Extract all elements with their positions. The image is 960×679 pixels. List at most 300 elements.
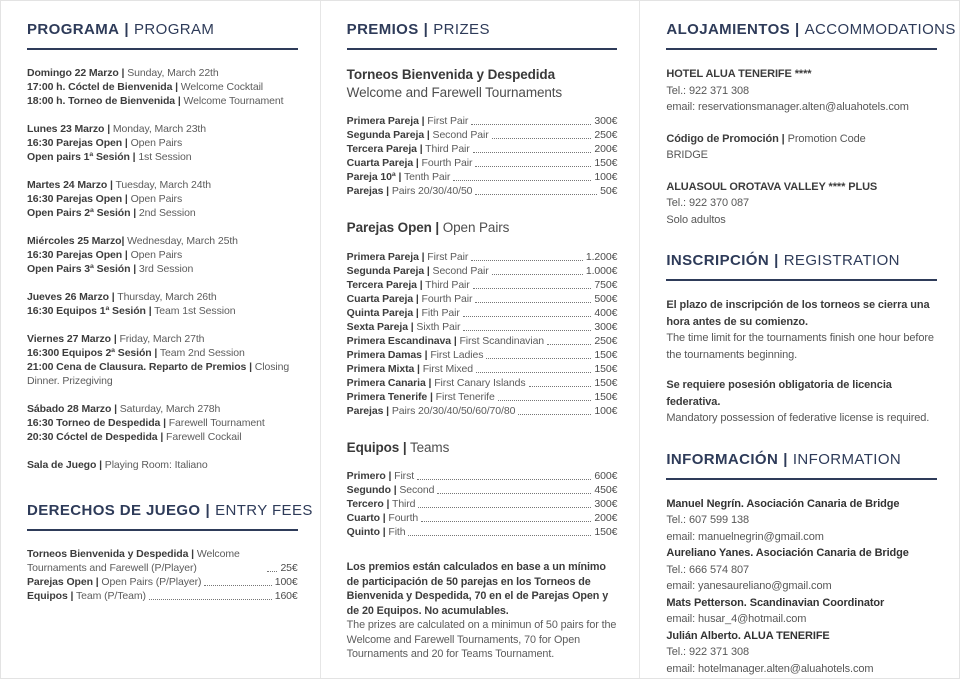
prize-amount: 400€ <box>594 306 618 319</box>
fee-label-en: Welcome Tournaments and Farewell (P/Player) <box>27 548 240 574</box>
schedule-line-es: Domingo 22 Marzo | <box>27 67 125 79</box>
prize-row <box>347 390 618 404</box>
program-day-group <box>27 178 298 220</box>
schedule-line <box>27 178 298 192</box>
prize-row <box>347 250 618 264</box>
prize-label-en: Third Pair <box>422 278 470 291</box>
prize-row <box>347 306 618 320</box>
fee-label <box>27 575 201 589</box>
registration-paragraph <box>666 297 937 330</box>
fee-label-es: Parejas Open | <box>27 576 99 588</box>
prize-amount: 750€ <box>594 278 618 291</box>
dot-leader <box>547 344 591 345</box>
hotel-line-text: Solo adultos <box>666 213 726 226</box>
program-day-group <box>27 290 298 318</box>
schedule-line-es: Lunes 23 Marzo | <box>27 123 111 135</box>
contact-name: Mats Petterson. Scandinavian Coordinator <box>666 596 885 609</box>
heading-separator: | <box>205 502 211 519</box>
prize-row <box>347 320 618 334</box>
prize-amount: 100€ <box>594 171 618 183</box>
prize-row <box>347 525 618 539</box>
contact-detail: email: hotelmanager.alten@aluahotels.com <box>666 662 874 675</box>
prize-section-title <box>347 66 618 101</box>
hotel-line-bold: ALUASOUL OROTAVA VALLEY **** PLUS <box>666 180 878 193</box>
prize-label <box>347 292 473 306</box>
dot-leader <box>471 124 591 125</box>
hotel-line <box>666 212 937 229</box>
prize-label-en: Fith <box>385 526 406 538</box>
prize-row <box>347 292 618 306</box>
prize-row <box>347 184 618 198</box>
schedule-line-en: Welcome Tournament <box>180 95 284 107</box>
prize-label <box>347 334 544 348</box>
contact-detail: email: husar_4@hotmail.com <box>666 613 807 625</box>
prize-row <box>347 142 618 156</box>
schedule-line-en: Playing Room: Italiano <box>101 459 208 471</box>
promo-line <box>666 131 937 148</box>
prize-label <box>347 348 484 362</box>
prize-label-es: Primera Pareja | <box>346 115 425 127</box>
prize-section-title-line <box>347 66 618 84</box>
schedule-line <box>27 80 298 94</box>
schedule-line-en: Closing Dinner. Prizegiving <box>27 361 290 387</box>
heading-separator: | <box>795 21 800 38</box>
promo-line-bold: Código de Promoción | <box>666 132 785 145</box>
schedule-line-es: 18:00 h. Torneo de Bienvenida | <box>27 95 181 107</box>
contact-detail: email: manuelnegrin@gmail.com <box>666 530 824 543</box>
prize-section-title-line <box>347 219 618 237</box>
prize-label <box>347 278 470 292</box>
prize-label-es: Tercero | <box>346 498 390 510</box>
program-day-group <box>27 402 298 444</box>
schedule-line-es: Open pairs 1ª Sesión | <box>27 151 136 163</box>
prize-label-es: Segundo | <box>346 484 397 496</box>
prize-label-es: Parejas | <box>346 185 389 197</box>
prize-label-es: Primera Canaria | <box>346 376 432 389</box>
contact-line <box>666 545 937 562</box>
prize-row <box>347 497 618 511</box>
fee-row <box>27 589 298 603</box>
information-heading-es: INFORMACIÓN <box>666 450 779 468</box>
prize-section-teams <box>347 439 618 540</box>
prize-amount: 250€ <box>594 129 618 141</box>
schedule-line-en: Team 2nd Session <box>157 347 245 359</box>
prize-label-en: First Mixed <box>419 362 473 375</box>
schedule-line <box>27 122 298 136</box>
fee-label-es: Equipos | <box>27 590 74 602</box>
dot-leader <box>486 358 591 359</box>
fee-row <box>27 547 298 575</box>
prize-label-es: Segunda Pareja | <box>346 264 430 277</box>
schedule-line-en: Saturday, March 278h <box>116 403 221 415</box>
prize-row <box>347 114 618 128</box>
schedule-line-es: 20:30 Cóctel de Despedida | <box>27 431 164 443</box>
prize-amount: 300€ <box>594 498 618 510</box>
fee-price: 25€ <box>280 562 298 574</box>
prize-row <box>347 511 618 525</box>
prize-label-es: Segunda Pareja | <box>346 129 430 141</box>
schedule-line-es: 16:30 Parejas Open | <box>27 137 128 149</box>
schedule-line-en: Open Pairs <box>127 137 183 149</box>
program-day-group <box>27 66 298 108</box>
hotel-line <box>666 83 937 100</box>
fee-label-en: Team (P/Team) <box>73 590 146 602</box>
schedule-line <box>27 360 298 388</box>
schedule-line <box>27 136 298 150</box>
dot-leader <box>475 166 591 167</box>
prize-amount: 1.200€ <box>585 250 618 263</box>
promo-line-text: BRIDGE <box>666 149 708 161</box>
schedule-line <box>27 94 298 108</box>
prize-row <box>347 156 618 170</box>
prize-label-en: First Ladies <box>427 348 484 361</box>
prize-label-en: Pairs 20/30/40/50/60/70/80 <box>389 404 516 417</box>
contact-detail: Tel.: 607 599 138 <box>666 514 750 526</box>
dot-leader <box>518 414 591 415</box>
schedule-line <box>27 304 298 318</box>
dot-leader <box>475 194 597 195</box>
schedule-line <box>27 332 298 346</box>
prize-amount: 150€ <box>594 348 618 361</box>
prize-amount: 150€ <box>594 390 618 403</box>
heading-separator: | <box>124 21 129 38</box>
schedule-line-en: 1st Session <box>135 151 192 163</box>
prize-label <box>347 404 516 418</box>
prize-label-es: Parejas | <box>346 404 389 417</box>
prize-label-es: Quinta Pareja | <box>346 306 419 319</box>
schedule-line-en: Tuesday, March 24th <box>112 179 212 191</box>
prize-label-es: Quinto | <box>346 526 386 538</box>
prize-rows <box>347 469 618 539</box>
prizes-note-es: Los premios están calculados en base a un mínimo de participación de 50 parejas en los Torneos de Bienvenida y Despedida, 70 en el de Parejas Open y de 20 Equipos. No acumulables. <box>346 561 609 617</box>
dot-leader <box>421 521 591 522</box>
contact-line <box>666 644 937 661</box>
column-program <box>1 1 320 678</box>
schedule-line-en: 2nd Session <box>136 207 196 219</box>
prize-label <box>347 390 495 404</box>
prize-amount: 450€ <box>594 484 618 496</box>
column-info <box>639 1 959 678</box>
hotel-line <box>666 66 937 83</box>
prize-amount: 150€ <box>594 376 618 389</box>
prize-label-en: First Tenerife <box>432 390 495 403</box>
schedule-line <box>27 248 298 262</box>
prize-row <box>347 278 618 292</box>
column-prizes <box>320 1 640 678</box>
prize-label <box>347 483 435 497</box>
schedule-line-en: Monday, March 23th <box>110 123 206 135</box>
prize-amount: 50€ <box>600 185 618 197</box>
schedule-line <box>27 206 298 220</box>
program-heading-en: PROGRAM <box>133 21 215 38</box>
dot-leader <box>471 260 583 261</box>
prize-row <box>347 170 618 184</box>
schedule-line-en: Farewell Tournament <box>165 417 265 429</box>
schedule-line-es: 16:30 Parejas Open | <box>27 249 128 261</box>
registration-deadline-block <box>666 297 937 363</box>
schedule-line-es: Jueves 26 Marzo | <box>27 291 115 303</box>
prize-label-en: First Canary Islands <box>431 376 526 389</box>
prize-row <box>347 469 618 483</box>
promo-code-block <box>666 131 937 164</box>
contact-line <box>666 562 937 579</box>
contact-name: Manuel Negrín. Asociación Canaria de Bridge <box>666 497 900 510</box>
prize-title-en: Open Pairs <box>439 220 510 235</box>
prize-label <box>347 376 526 390</box>
schedule-line-en: Open Pairs <box>127 193 183 205</box>
prize-title-es: Parejas Open | <box>346 220 440 235</box>
schedule-line-en: Thursday, March 26th <box>114 291 217 303</box>
prize-row <box>347 376 618 390</box>
prize-label-es: Primera Pareja | <box>346 250 425 263</box>
prize-amount: 500€ <box>594 292 618 305</box>
program-heading-es: PROGRAMA <box>27 21 120 38</box>
prize-amount: 1.000€ <box>585 264 618 277</box>
heading-separator: | <box>423 21 429 38</box>
prize-section-title-line <box>347 439 618 457</box>
hotel-line-text: Tel.: 922 371 308 <box>666 84 750 97</box>
information-heading-en: INFORMATION <box>792 450 902 468</box>
contact-detail: email: yanesaureliano@gmail.com <box>666 580 832 592</box>
registration-heading-es: INSCRIPCIÓN <box>666 252 770 269</box>
prize-amount: 200€ <box>594 143 618 155</box>
contacts-list <box>666 496 937 678</box>
prize-section-open-pairs <box>347 219 618 418</box>
prize-row <box>347 348 618 362</box>
prize-label-es: Primera Mixta | <box>346 362 420 375</box>
prize-section-welcome-farewell <box>347 66 618 198</box>
fees-rows <box>27 547 298 603</box>
prize-label-en: Pairs 20/30/40/50 <box>389 185 473 197</box>
prize-label-es: Primero | <box>346 470 392 482</box>
prize-label <box>347 511 418 525</box>
prize-label-en: Tenth Pair <box>401 171 451 183</box>
prize-label-es: Sexta Pareja | <box>346 320 414 333</box>
fee-label <box>27 547 264 575</box>
fees-heading-en: ENTRY FEES <box>215 502 313 519</box>
prize-label-es: Primera Escandinava | <box>346 334 457 347</box>
prize-label-en: First Pair <box>424 115 469 127</box>
prizes-heading-en: PRIZES <box>433 21 490 38</box>
prize-label-es: Cuarta Pareja | <box>346 292 419 305</box>
schedule-line-es: 17:00 h. Cóctel de Bienvenida | <box>27 81 178 93</box>
dot-leader <box>463 330 591 331</box>
hotel-block <box>666 179 937 229</box>
contact-detail: Tel.: 922 371 308 <box>666 646 750 658</box>
schedule-line-es: 16:30 Equipos 1ª Sesión | <box>27 305 152 317</box>
schedule-line-en: Team 1st Session <box>151 305 236 317</box>
prize-amount: 150€ <box>594 157 618 169</box>
prize-amount: 100€ <box>594 404 618 417</box>
prize-label <box>347 525 406 539</box>
prize-label-en: Sixth Pair <box>413 320 461 333</box>
prize-label <box>347 156 473 170</box>
prizes-heading-es: PREMIOS <box>346 21 419 38</box>
dot-leader <box>204 585 271 586</box>
contact-name: Julián Alberto. ALUA TENERIFE <box>666 629 830 642</box>
dot-leader <box>453 180 591 181</box>
prize-section-title <box>347 219 618 237</box>
fee-label-es: Torneos Bienvenida y Despedida | <box>27 548 195 560</box>
prize-amount: 250€ <box>594 334 618 347</box>
prize-title-en: Welcome and Farewell Tournaments <box>346 84 563 100</box>
prize-amount: 300€ <box>594 320 618 333</box>
fee-price: 160€ <box>274 590 298 602</box>
schedule-line <box>27 192 298 206</box>
promo-line <box>666 147 937 164</box>
schedule-line-es: Open Pairs 3ª Sesión | <box>27 263 137 275</box>
schedule-line-es: Sábado 28 Marzo | <box>27 403 117 415</box>
dot-leader <box>476 372 591 373</box>
dot-leader <box>437 493 591 494</box>
schedule-line <box>27 290 298 304</box>
fee-label-en: Open Pairs (P/Player) <box>98 576 202 588</box>
dot-leader <box>149 599 272 600</box>
dot-leader <box>473 152 592 153</box>
prize-row <box>347 404 618 418</box>
prize-label <box>347 184 473 198</box>
schedule-line <box>27 430 298 444</box>
dot-leader <box>475 302 591 303</box>
program-heading <box>27 21 298 50</box>
promo-line-text: Promotion Code <box>784 132 866 145</box>
prize-label <box>347 128 489 142</box>
contact-line <box>666 628 937 645</box>
schedule-line <box>27 150 298 164</box>
dot-leader <box>463 316 592 317</box>
contact-line <box>666 595 937 612</box>
prize-label-es: Cuarta Pareja | <box>346 157 419 169</box>
registration-text-es: Se requiere posesión obligatoria de licencia federativa. <box>666 379 892 408</box>
schedule-line-en: Welcome Cocktail <box>177 81 264 93</box>
program-day-group <box>27 234 298 276</box>
prize-section-title-line <box>347 84 618 102</box>
registration-paragraph <box>666 377 937 410</box>
dot-leader <box>492 138 592 139</box>
contact-line <box>666 661 937 678</box>
dot-leader <box>473 288 592 289</box>
schedule-line <box>27 234 298 248</box>
contact-line <box>666 578 937 595</box>
prize-label-en: Fith Pair <box>418 306 460 319</box>
prize-label-en: Second <box>396 484 435 496</box>
prize-label <box>347 469 414 483</box>
schedule-line-es: 16:30 Torneo de Despedida | <box>27 417 166 429</box>
schedule-line <box>27 346 298 360</box>
prize-label <box>347 264 489 278</box>
hotel-line <box>666 99 937 116</box>
program-day-group <box>27 332 298 388</box>
prize-label-es: Primera Tenerife | <box>346 390 433 403</box>
schedule-line-en: Sunday, March 22th <box>124 67 219 79</box>
schedule-line <box>27 416 298 430</box>
registration-text-en: Mandatory possession of federative license is required. <box>666 412 930 424</box>
prize-label-en: Second Pair <box>429 264 489 277</box>
registration-paragraph <box>666 330 937 363</box>
prize-label-es: Cuarto | <box>346 512 386 524</box>
schedule-line-en: Wednesday, March 25th <box>124 235 238 247</box>
prize-label <box>347 250 469 264</box>
prize-title-es: Equipos | <box>346 439 407 455</box>
registration-heading <box>666 252 937 281</box>
schedule-line-es: Miércoles 25 Marzo| <box>27 235 125 247</box>
registration-paragraph <box>666 410 937 427</box>
prize-label <box>347 497 416 511</box>
schedule-line-es: Sala de Juego | <box>27 459 102 471</box>
hotel-line <box>666 179 937 196</box>
prize-label-en: Fourth Pair <box>418 157 473 169</box>
prize-label-en: First Scandinavian <box>456 334 545 347</box>
prize-label-es: Tercera Pareja | <box>346 143 423 155</box>
schedule-line-en: Open Pairs <box>127 249 183 261</box>
program-day-group <box>27 122 298 164</box>
prize-row <box>347 264 618 278</box>
prizes-note-en: The prizes are calculated on a minimun of 50 pairs for the Welcome and Farewell Tournaments, 70 for Open Tournaments and 20 for Teams Tournament. <box>346 619 617 660</box>
program-day-group <box>27 458 298 472</box>
schedule-line <box>27 402 298 416</box>
prize-label-es: Tercera Pareja | <box>346 278 423 291</box>
registration-text-en: The time limit for the tournaments finish one hour before the tournaments beginning. <box>666 332 934 361</box>
schedule-line-es: 16:300 Equipos 2ª Sesión | <box>27 347 158 359</box>
prize-amount: 600€ <box>594 470 618 482</box>
prize-label <box>347 142 470 156</box>
prize-row <box>347 128 618 142</box>
accommodations-heading-es: ALOJAMIENTOS <box>666 21 791 38</box>
prize-label-en: Third <box>389 498 416 510</box>
information-heading <box>666 451 937 480</box>
prize-label-en: First <box>391 470 415 482</box>
dot-leader <box>417 479 591 480</box>
dot-leader <box>418 507 591 508</box>
accommodations-heading-en: ACCOMMODATIONS <box>804 21 956 38</box>
prize-amount: 150€ <box>594 526 618 538</box>
prize-title-en: Teams <box>406 439 450 455</box>
schedule-line-en: Farewell Cockail <box>163 431 242 443</box>
hotel-block <box>666 66 937 116</box>
schedule-line <box>27 66 298 80</box>
registration-license-block <box>666 377 937 427</box>
contact-name: Aureliano Yanes. Asociación Canaria de Bridge <box>666 547 909 559</box>
prize-row <box>347 334 618 348</box>
schedule-line-es: 16:30 Parejas Open | <box>27 193 128 205</box>
prizes-heading <box>347 21 618 50</box>
prize-label-en: Second Pair <box>429 129 489 141</box>
schedule-line <box>27 458 298 472</box>
dot-leader <box>492 274 583 275</box>
contact-line <box>666 512 937 529</box>
hotel-line <box>666 195 937 212</box>
prize-amount: 150€ <box>594 362 618 375</box>
heading-separator: | <box>774 252 779 269</box>
prize-label <box>347 114 469 128</box>
schedule-line-en: Friday, March 27th <box>116 333 205 345</box>
fee-label <box>27 589 146 603</box>
hotel-line-text: Tel.: 922 370 087 <box>666 197 750 209</box>
schedule-line-es: Open Pairs 2ª Sesión | <box>27 207 137 219</box>
prize-label <box>347 306 460 320</box>
prize-label-en: Fourth Pair <box>418 292 473 305</box>
prize-rows <box>347 114 618 198</box>
schedule-line <box>27 262 298 276</box>
dot-leader <box>408 535 591 536</box>
fee-price: 100€ <box>274 576 298 588</box>
contact-line <box>666 529 937 546</box>
heading-separator: | <box>783 450 788 468</box>
fee-row <box>27 575 298 589</box>
dot-leader <box>498 400 592 401</box>
prize-label-en: First Pair <box>424 250 469 263</box>
contact-line <box>666 611 937 628</box>
